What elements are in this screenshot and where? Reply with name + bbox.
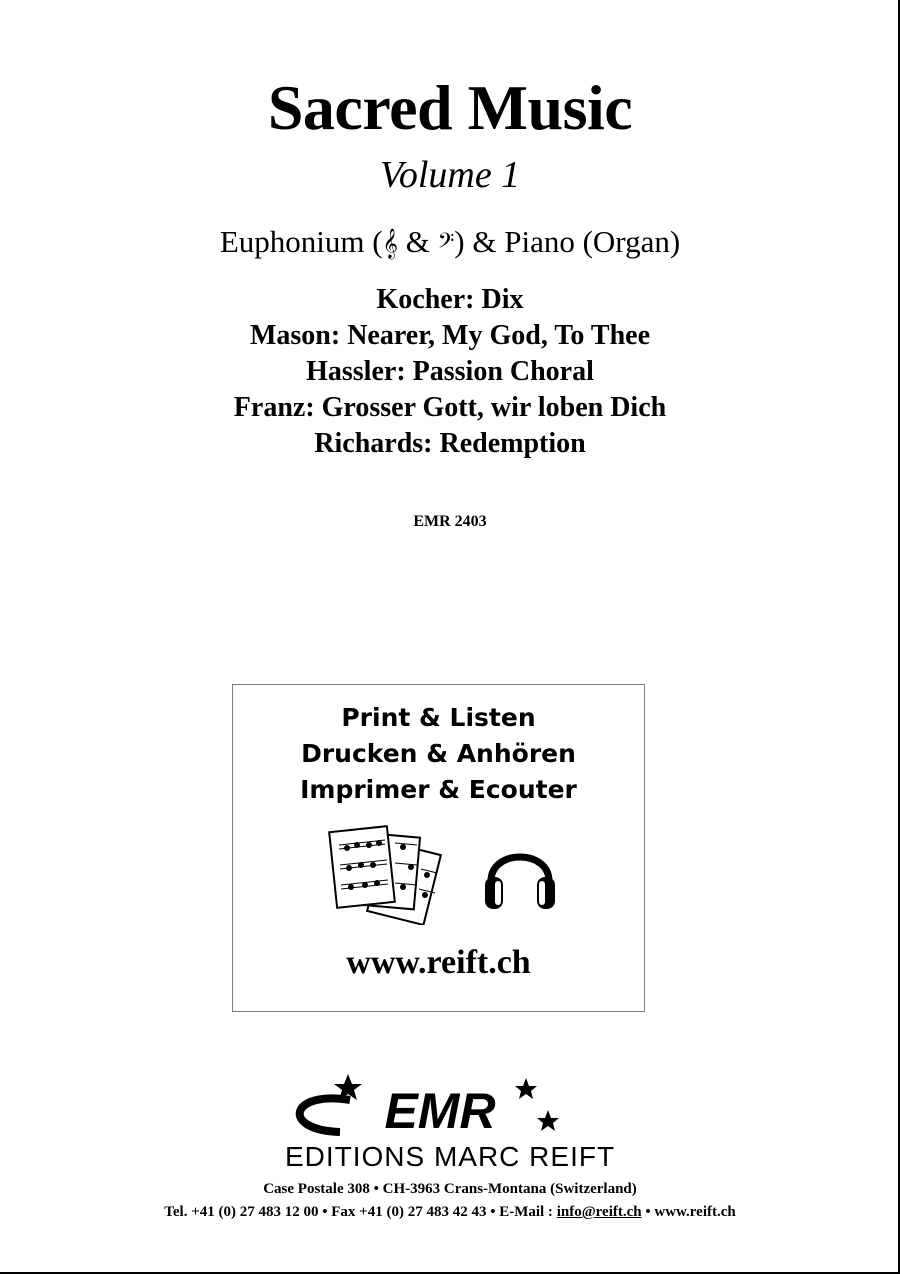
- treble-clef-icon: 𝄞: [382, 229, 398, 259]
- logo-mark: EMR: [384, 1083, 496, 1139]
- subtitle: Volume 1: [379, 154, 521, 196]
- headphones-icon: [481, 835, 559, 915]
- title: Sacred Music: [267, 72, 633, 143]
- emr-logo: [230, 1070, 670, 1170]
- publisher-contact: [0, 1201, 900, 1223]
- catalog-number: EMR 2403: [413, 513, 487, 530]
- logo-text: EDITIONS MARC REIFT: [284, 1141, 616, 1170]
- instrumentation: [0, 220, 900, 266]
- list-item: Richards: Redemption: [314, 428, 586, 459]
- promo-line-de: Drucken & Anhören: [301, 739, 576, 768]
- list-item: Kocher: Dix: [376, 284, 524, 315]
- instrumentation-suffix: ) & Piano (Organ): [454, 224, 681, 259]
- contact-prefix: Tel. +41 (0) 27 483 12 00 • Fax +41 (0) 27 483 42 43 • E-Mail :: [164, 1204, 557, 1220]
- promo-line-en: Print & Listen: [341, 703, 536, 732]
- list-item: Franz: Grosser Gott, wir loben Dich: [233, 392, 667, 423]
- piece-list: [0, 282, 900, 462]
- bass-clef-icon: 𝄢: [437, 229, 455, 259]
- print-listen-box: [232, 684, 645, 1012]
- instrumentation-amp: &: [397, 224, 438, 259]
- publisher-address: Case Postale 308 • CH-3963 Crans-Montana (Switzerland): [263, 1181, 637, 1197]
- contact-suffix[interactable]: • www.reift.ch: [641, 1204, 736, 1220]
- email-link[interactable]: info@reift.ch: [556, 1204, 642, 1220]
- website-url[interactable]: www.reift.ch: [346, 944, 531, 981]
- promo-line-fr: Imprimer & Ecouter: [300, 775, 577, 804]
- sheet-music-icon: [325, 825, 455, 925]
- list-item: Mason: Nearer, My God, To Thee: [249, 320, 651, 351]
- instrumentation-prefix: Euphonium (: [219, 224, 383, 259]
- list-item: Hassler: Passion Choral: [306, 356, 594, 387]
